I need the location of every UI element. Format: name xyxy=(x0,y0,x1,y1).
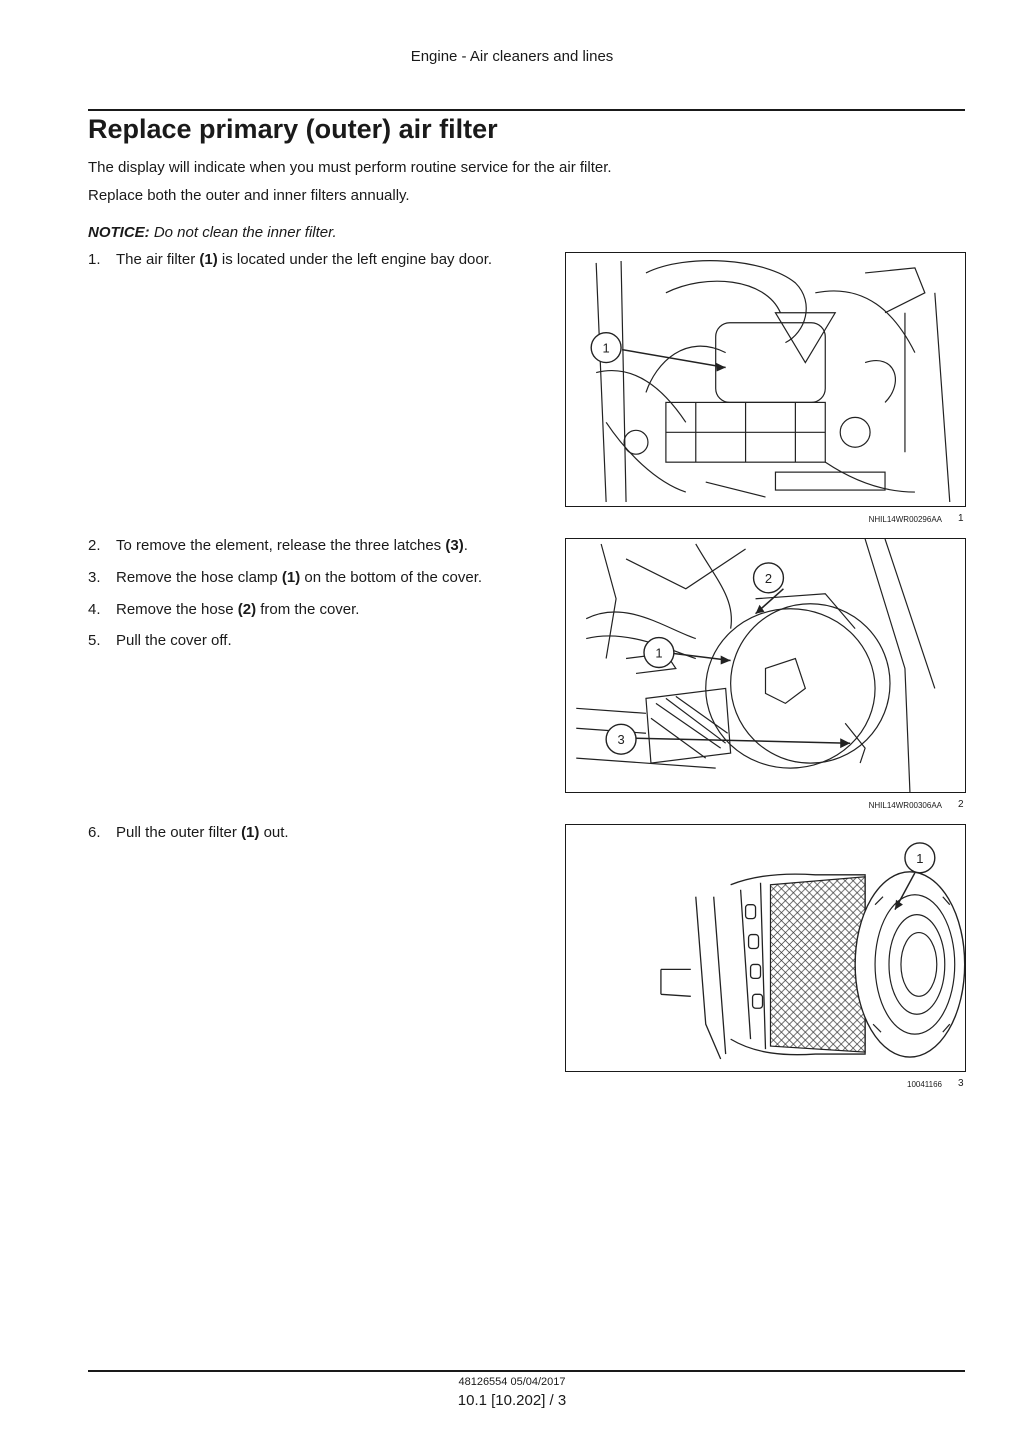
step-number: 4. xyxy=(88,601,101,618)
callout-label: 1 xyxy=(602,340,610,356)
figure-code: NHIL14WR00296AA xyxy=(868,515,942,524)
figure-code: NHIL14WR00306AA xyxy=(868,801,942,810)
notice-text: Do not clean the inner filter. xyxy=(153,224,337,241)
callout-label: 1 xyxy=(916,850,924,866)
step-text: The air filter (1) is located under the left engine bay door. xyxy=(116,251,493,268)
footer-doc-code: 48126554 05/04/2017 xyxy=(458,1376,566,1388)
step-item xyxy=(88,568,528,588)
cover-latches-illustration xyxy=(566,539,965,792)
step-text: Remove the hose clamp (1) on the bottom of the cover. xyxy=(116,569,483,586)
figure-outer-filter xyxy=(565,824,966,1072)
step-number: 2. xyxy=(88,537,101,554)
header-rule xyxy=(88,109,965,111)
intro-paragraph: Replace both the outer and inner filters annually. xyxy=(88,187,410,204)
notice xyxy=(88,224,337,241)
outer-filter-illustration xyxy=(566,825,965,1071)
step-number: 3. xyxy=(88,569,101,586)
callout-1 xyxy=(644,638,731,668)
step-number: 1. xyxy=(88,251,101,268)
footer-rule xyxy=(88,1370,965,1372)
step-item xyxy=(88,600,528,620)
callout-label: 3 xyxy=(617,732,625,748)
step-item xyxy=(88,536,528,556)
running-header: Engine - Air cleaners and lines xyxy=(410,48,614,65)
step-item xyxy=(88,823,528,843)
figure-cover-latches xyxy=(565,538,966,793)
engine-bay-illustration xyxy=(566,253,965,506)
step-number: 5. xyxy=(88,632,101,649)
step-text: Remove the hose (2) from the cover. xyxy=(116,601,360,618)
callout-2 xyxy=(754,563,784,614)
figure-engine-bay xyxy=(565,252,966,507)
step-number: 6. xyxy=(88,824,101,841)
figure-number: 3 xyxy=(958,1078,964,1089)
step-text: Pull the cover off. xyxy=(116,632,232,649)
intro-paragraph: The display will indicate when you must perform routine service for the air filter. xyxy=(88,159,612,176)
callout-label: 1 xyxy=(655,645,663,661)
step-item xyxy=(88,250,528,270)
callout-1 xyxy=(591,333,725,372)
footer-page-ref: 10.1 [10.202] / 3 xyxy=(457,1392,567,1409)
step-text: To remove the element, release the three latches (3). xyxy=(116,537,468,554)
callout-3 xyxy=(606,724,850,754)
step-item xyxy=(88,631,528,651)
notice-label: NOTICE: xyxy=(88,224,150,241)
figure-number: 1 xyxy=(958,513,964,524)
step-text: Pull the outer filter (1) out. xyxy=(116,824,289,841)
callout-label: 2 xyxy=(764,570,773,586)
figure-code: 10041166 xyxy=(907,1080,942,1089)
page-title: Replace primary (outer) air filter xyxy=(88,114,498,144)
figure-number: 2 xyxy=(958,799,964,810)
